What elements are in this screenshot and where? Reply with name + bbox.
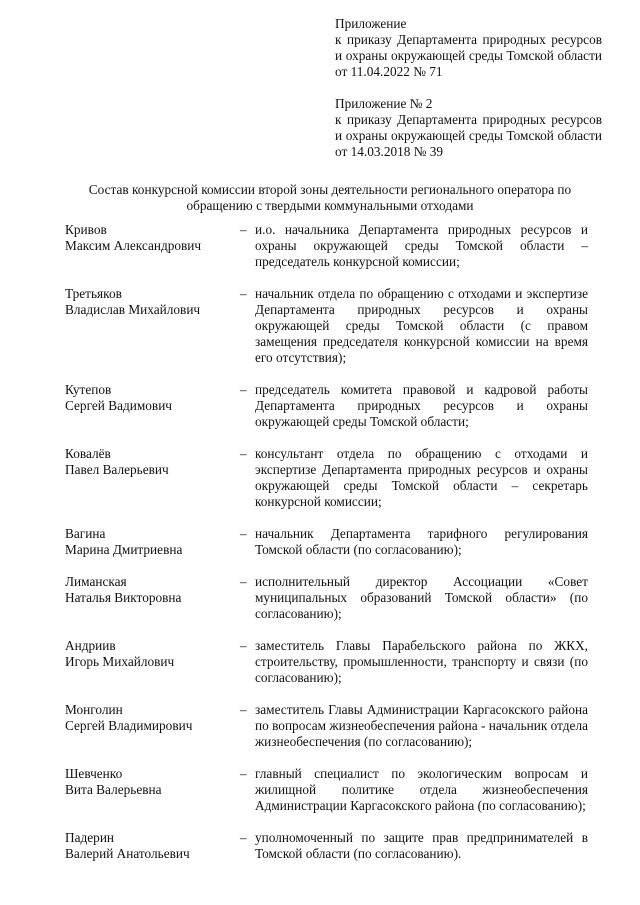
member-row: [65, 382, 588, 430]
appendix-1-block: [335, 16, 602, 80]
member-surname: Андриив: [65, 638, 116, 653]
member-given-name: Максим Александрович: [65, 238, 202, 253]
member-dash: –: [240, 766, 247, 781]
member-surname: Ковалёв: [65, 446, 111, 461]
member-row: [65, 526, 588, 558]
member-given-name: Владислав Михайлович: [65, 302, 201, 317]
member-given-name: Сергей Вадимович: [65, 398, 172, 413]
member-role: консультант отдела по обращению с отходами и экспертизе Департамента природных ресурсов и охраны окружающей среды Томской области – секретарь конкурсной комиссии;: [255, 446, 588, 509]
member-surname: Монголин: [65, 702, 123, 717]
member-given-name: Павел Валерьевич: [65, 462, 169, 477]
member-role: председатель комитета правовой и кадровой работы Департамента природных ресурсов и охраны окружающей среды Томской области;: [255, 382, 588, 429]
member-given-name: Игорь Михайлович: [65, 654, 175, 669]
document-title: Состав конкурсной комиссии второй зоны деятельности регионального оператора по обращению с твердыми коммунальными отходами: [88, 182, 572, 213]
member-row: [65, 766, 588, 814]
member-surname: Вагина: [65, 526, 106, 541]
member-role: заместитель Главы Парабельского района по ЖКХ, строительству, промышленности, транспорту и связи (по согласованию);: [255, 638, 588, 685]
member-dash: –: [240, 574, 247, 589]
member-name: [65, 574, 240, 606]
commission-members-list: [65, 222, 588, 862]
member-row: [65, 638, 588, 686]
member-name: [65, 222, 240, 254]
member-name: [65, 830, 240, 862]
member-surname: Лиманская: [65, 574, 127, 589]
member-name: [65, 286, 240, 318]
member-role: уполномоченный по защите прав предпринимателей в Томской области (по согласованию).: [255, 830, 588, 861]
member-surname: Кривов: [65, 222, 107, 237]
appendix-1-text: к приказу Департамента природных ресурсов и охраны окружающей среды Томской области от 11.04.2022 № 71: [335, 32, 602, 79]
member-surname: Кутепов: [65, 382, 112, 397]
member-dash: –: [240, 702, 247, 717]
appendix-2-block: [335, 96, 602, 160]
member-dash: –: [240, 286, 247, 301]
member-surname: Шевченко: [65, 766, 123, 781]
member-dash: –: [240, 222, 247, 237]
member-name: [65, 526, 240, 558]
member-surname: Падерин: [65, 830, 115, 845]
member-name: [65, 382, 240, 414]
member-given-name: Марина Дмитриевна: [65, 542, 183, 557]
member-name: [65, 702, 240, 734]
member-dash: –: [240, 446, 247, 461]
member-row: [65, 574, 588, 622]
member-surname: Третьяков: [65, 286, 122, 301]
member-row: [65, 446, 588, 510]
member-name: [65, 766, 240, 798]
member-name: [65, 638, 240, 670]
member-name: [65, 446, 240, 478]
member-row: [65, 286, 588, 366]
member-role: начальник Департамента тарифного регулирования Томской области (по согласованию);: [255, 526, 588, 557]
member-dash: –: [240, 830, 247, 845]
member-given-name: Сергей Владимирович: [65, 718, 193, 733]
member-dash: –: [240, 526, 247, 541]
member-given-name: Наталья Викторовна: [65, 590, 182, 605]
member-row: [65, 702, 588, 750]
member-role: заместитель Главы Администрации Каргасокского района по вопросам жизнеобеспечения района - начальник отдела жизнеобеспечения (по согласованию);: [255, 702, 588, 749]
member-role: и.о. начальника Департамента природных ресурсов и охраны окружающей среды Томской области – председатель конкурсной комиссии;: [255, 222, 588, 269]
member-dash: –: [240, 638, 247, 653]
appendix-1-heading: Приложение: [335, 16, 407, 31]
member-dash: –: [240, 382, 247, 397]
member-role: главный специалист по экологическим вопросам и жилищной политике отдела жизнеобеспечения Администрации Каргасокского района (по согласованию);: [255, 766, 588, 813]
member-row: [65, 830, 588, 862]
member-role: исполнительный директор Ассоциации «Совет муниципальных образований Томской области» (по согласованию);: [255, 574, 588, 621]
appendix-2-heading: Приложение № 2: [335, 96, 433, 111]
member-given-name: Валерий Анатольевич: [65, 846, 190, 861]
member-row: [65, 222, 588, 270]
member-role: начальник отдела по обращению с отходами и экспертизе Департамента природных ресурсов и охраны окружающей среды Томской области (с правом замещения председателя конкурсной комиссии на время его отсутствия);: [255, 286, 588, 365]
appendix-2-text: к приказу Департамента природных ресурсов и охраны окружающей среды Томской области от 14.03.2018 № 39: [335, 112, 602, 159]
member-given-name: Вита Валерьевна: [65, 782, 162, 797]
